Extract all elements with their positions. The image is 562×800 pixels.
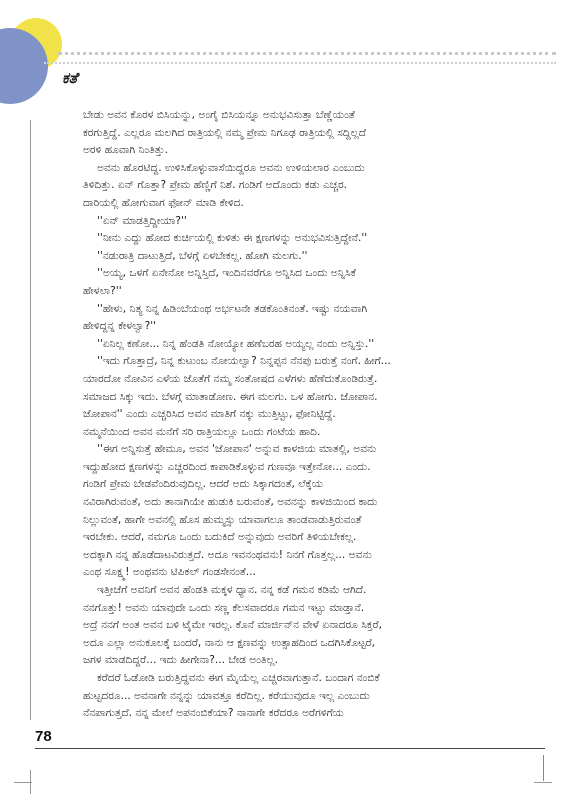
text-line: ಹುಟ್ಟದರೂ... ಅವನಾಗೇ ನನ್ನನ್ನು ಯಾವತ್ತೂ ಕರೆದಿಲ್ಲ. ಕರೆಯುವುದೂ ಇಲ್ಲ ಎಂಬುದು	[83, 689, 370, 702]
text-line: ಅದ್ರೆ ನನಗೆ ಅಂತ ಅವನ ಬಳಿ ಟೈಮೇ ಇರಲ್ಲ. ಕೊನೆ ಮಾರ್ಜಿನ್‌ನ ವೇಳೆ ಏನಾದರೂ ಸಿಕ್ತರೆ,	[83, 619, 382, 632]
text-line: ಯಾರದೋ ನೋವಿನ ಎಳೆಯ ಜೊತೆಗೆ ನಮ್ಮ ಸಂತೋಷದ ಎಳೆಗಳು ಹೆಣೆದುಕೊಂಡಿರುತ್ತೆ.	[83, 372, 378, 385]
text-line: ಸಮಾಜದ ಸಿಕ್ಕು ಇದು. ಬೆಳಗ್ಗೆ ಮಾತಾಡೋಣ. ಈಗ ಮಲಗು. ಒಳ ಹೋಗು. ಜೋಪಾನ.	[83, 390, 378, 403]
text-line: ಇದ್ದುಹೋದ ಕ್ಷಣಗಳನ್ನು ಎಚ್ಚರದಿಂದ ಕಾಪಾಡಿಕೊಳ್ಳುವ ಗುಣವೂ ಇತ್ತೇನೋ... ಎಂದು.	[83, 460, 371, 473]
text-line: ಜಗಳ ಮಾಡದಿದ್ದರೆ... ಇದು ಹೀಗೇನಾ?... ಬೇಡ ಅಂತಿಲ್ಲ.	[83, 654, 279, 667]
text-line: ''ಏನ್ ಮಾಡತ್ತಿದ್ದೀಯಾ?''	[97, 214, 187, 227]
section-title: ಕತೆ	[62, 69, 78, 87]
text-line: ಕರೆದರೆ ಓಡೋಡಿ ಬರುತ್ತಿದ್ದವನು ಈಗ ಮೈಯೆಲ್ಲ ಎಚ್ಚರವಾಗುತ್ತಾನೆ. ಬಂದಾಗ ನಂಬಿಕೆ	[97, 672, 380, 684]
text-line: ತಿಳಿದಿತ್ತು. ಏನ್ ಗೊತ್ತಾ? ಪ್ರೇಮ ಹೆಣ್ಣಿಗೆ ನಿಶೆ. ಗಂಡಿಗೆ ಅದೊಂದು ಕಡು ಎಚ್ಚರ.	[83, 179, 348, 192]
left-margin-rule	[30, 120, 31, 720]
text-line: ''ಈಗ ಅನ್ನಿಸುತ್ತೆ ಹೇಮೂ, ಅವನ 'ಜೋಪಾನ' ಅನ್ನುವ ಕಾಳಜಿಯ ಮಾತಲ್ಲಿ, ಅವನು	[97, 443, 377, 456]
text-line: ಇತ್ತೀಚೆಗೆ ಅವನಿಗೆ ಅವನ ಹೆಂಡತಿ ಮಕ್ಕಳ ಧ್ಯಾನ. ನನ್ನ ಕಡೆ ಗಮನ ಕಡಿಮೆ ಆಗಿದೆ.	[97, 584, 367, 597]
text-line: ''ನೀನು ಎದ್ದು ಹೋದ ಕುರ್ಚಿಯಲ್ಲಿ ಕುಳಿತು ಈ ಕ್ಷಣಗಳನ್ನು ಅನುಭವಿಸುತ್ತಿದ್ದೇನೆ.''	[97, 232, 368, 245]
crop-mark-left-horizontal	[14, 782, 32, 783]
text-line: ''ಏನಿಲ್ಲ ಕಣೋ... ನಿನ್ನ ಹೆಂಡತಿ ನೋಯ್ಯೋ ಹಣೆಬರಹ ಅಯ್ಯಲ್ಲ ನಂದು ಅನ್ನಿಸ್ತು.''	[97, 337, 375, 350]
text-line: ನಿಲ್ಲುವಂತೆ, ಹಾಗೇ ಅವನಲ್ಲಿ ಹೊಸ ಹುಮ್ಮಸ್ಸು ಯಾವಾಗಲೂ ತಾಂಡವಾಡುತ್ತಿರುವಂತೆ	[83, 513, 362, 526]
text-line: ಹೇಳಲಾ?''	[83, 284, 122, 297]
text-line: ಜೋಪಾನ'' ಎಂದು ಎಚ್ಚರಿಸಿದ ಅವನ ಮಾತಿಗೆ ನಕ್ಕು ಮುತ್ತಿಟ್ಟು, ಫೋನಿಟ್ಟಿದ್ದೆ.	[83, 408, 336, 421]
text-line: ಅವನು ಹೊರಟಿದ್ದ. ಉಳಿಸಿಕೊಳ್ಳುವಾಸೆಯಿದ್ದರೂ ಅವನು ಉಳಿಯಲಾರ ಎಂಬುದು	[97, 161, 365, 174]
text-line: ಗಂಡಿಗೆ ಪ್ರೇಮ ಬೇಡವೆಂದಿರುವುದಿಲ್ಲ. ಆದರೆ ಅದು ಸಿಕ್ಕಾಗದಂತೆ, ಲೆಕ್ಕೆಯ	[83, 478, 324, 491]
text-line: ದಾರಿಯಲ್ಲಿ ಹೋಗುವಾಗ ಫೋನ್ ಮಾಡಿ ಕೇಳಿದ.	[83, 196, 244, 209]
text-line: ಅದೂ ಎಲ್ಲಾ ಅನುಕೂಲಕ್ಕೆ ಬಂದರೆ, ನಾನು ಆ ಕ್ಷಣವನ್ನು ಉತ್ಸಾಹದಿಂದ ಒದಗಿಸಿಕೊಟ್ಟರೆ,	[83, 636, 376, 649]
text-line: ಇರಬೇಕು. ಆದರೆ, ನಮಗೂ ಒಂದು ಬದುಕಿದೆ ಅನ್ನುವುದು ಅವರಿಗೆ ತಿಳಿಯಬೇಕಲ್ಲ.	[83, 531, 357, 544]
text-line: ''ಇದು ಗೊತ್ತಾದ್ರೆ, ನಿನ್ನ ಕುಟುಂಬ ನೋಯಲ್ವಾ? ನಿನ್ನಪ್ಪನ ನೆನಪು ಬರುತ್ತೆ ನಂಗೆ. ಹೀಗೆ...	[97, 355, 391, 368]
text-line: ಅರಳಿ ಹೂವಾಗಿ ನಿಂತಿತ್ತು.	[83, 144, 168, 157]
page-number: 78	[35, 728, 52, 745]
article-body	[83, 107, 493, 727]
text-line: ''ಅಯ್ಯ, ಒಳಗೆ ಏನೇನೋ ಅನ್ನಿಸ್ತಿದೆ, ಇಂದಿನವರೆಗೂ ಅನ್ನಿಸಿದ ಒಂದು ಅನ್ನಿಸಿಕೆ	[97, 267, 356, 280]
text-line: ಅದಕ್ಕಾಗಿ ನನ್ನ ಹೊಡೆದಾಟವಿರುತ್ತದೆ. ಅದೂ ಇವನಂಥವನು! ನಿನಗೆ ಗೊತ್ತಲ್ಲ... ಅವನು	[83, 548, 372, 561]
text-line: ಬೇಡು ಅವನ ಕೊರಳ ಬಿಸಿಯನ್ನು, ಅಂಗೈ ಬಿಸಿಯನ್ನೂ ಅನುಭವಿಸುತ್ತಾ ಬೆಣ್ಣೆಯಂತೆ	[83, 109, 355, 121]
crop-mark-right-vertical	[543, 755, 544, 781]
text-line: ''ಹೇಳು, ನಿತ್ಯ ನಿನ್ನ ಹಿಡಿಂಬೆಯಂಥ ಅರ್ಭಟನೇ ತಡಕೊಂತಿನಂತೆ. ಇಷ್ಟು ನಯವಾಗಿ	[97, 302, 368, 315]
dotted-header-rule-secondary	[44, 62, 556, 64]
text-line: ನಮ್ಮನೆಯಿಂದ ಅವನ ಮನೆಗೆ ಸರಿ ರಾತ್ರಿಯಲ್ಲೂ ಒಂದು ಗಂಟೆಯ ಹಾದಿ.	[83, 425, 321, 438]
footer-rule	[35, 748, 545, 749]
text-line: ನವಿರಾಗಿರುವಂತೆ, ಅದು ತಾನಾಗಿಯೇ ಹುಡುಕಿ ಬರುವಂತೆ, ಅವನನ್ನು ಕಾಳಜಿಯಿಂದ ಕಾದು	[83, 496, 378, 509]
crop-mark-right-horizontal	[534, 782, 552, 783]
text-line: ನನಗೊತ್ತು! ಅವನು ಯಾವುದೇ ಒಂದು ಸಣ್ಣ ಕೆಲಸವಾದರೂ ಗಮನ ಇಟ್ಟು ಮಾಡ್ತಾನೆ.	[83, 601, 365, 614]
text-line: ನೆನಪಾಗುತ್ತದೆ. ನನ್ನ ಮೇಲೆ ಅಪನಂಬಿಕೆಯಾ? ನಾನಾಗೇ ಕರೆದರೂ ಅರೆಗಳಿಗೆಯ	[83, 707, 344, 720]
text-line: ಎಂಥ ಸೂಕ್ಷ್ಮ! ಅಂಥವನು ಟಿಪಿಕಲ್ ಗಂಡಸೇನಂತೆ...	[83, 566, 256, 579]
text-line: ಹೇಳಿದ್ದನ್ನ ಕೇಳಲ್ವಾ?''	[83, 320, 157, 333]
dotted-header-rule	[58, 52, 556, 55]
text-line: ಕರಗುತ್ತಿದ್ದೆ. ಎಲ್ಲರೂ ಮಲಗಿದ ರಾತ್ರಿಯಲ್ಲಿ ನಮ್ಮ ಪ್ರೇಮ ನಿಗೂಢ ರಾತ್ರಿಯಲ್ಲಿ ಸದ್ದಿಲ್ಲದೆ	[83, 126, 367, 139]
text-line: ''ನಡುರಾತ್ರಿ ದಾಟುತ್ತಿದೆ, ಬೆಳಗ್ಗೆ ಏಳಬೇಕಲ್ಲ. ಹೋಗಿ ಮಲಗು.''	[97, 249, 308, 262]
